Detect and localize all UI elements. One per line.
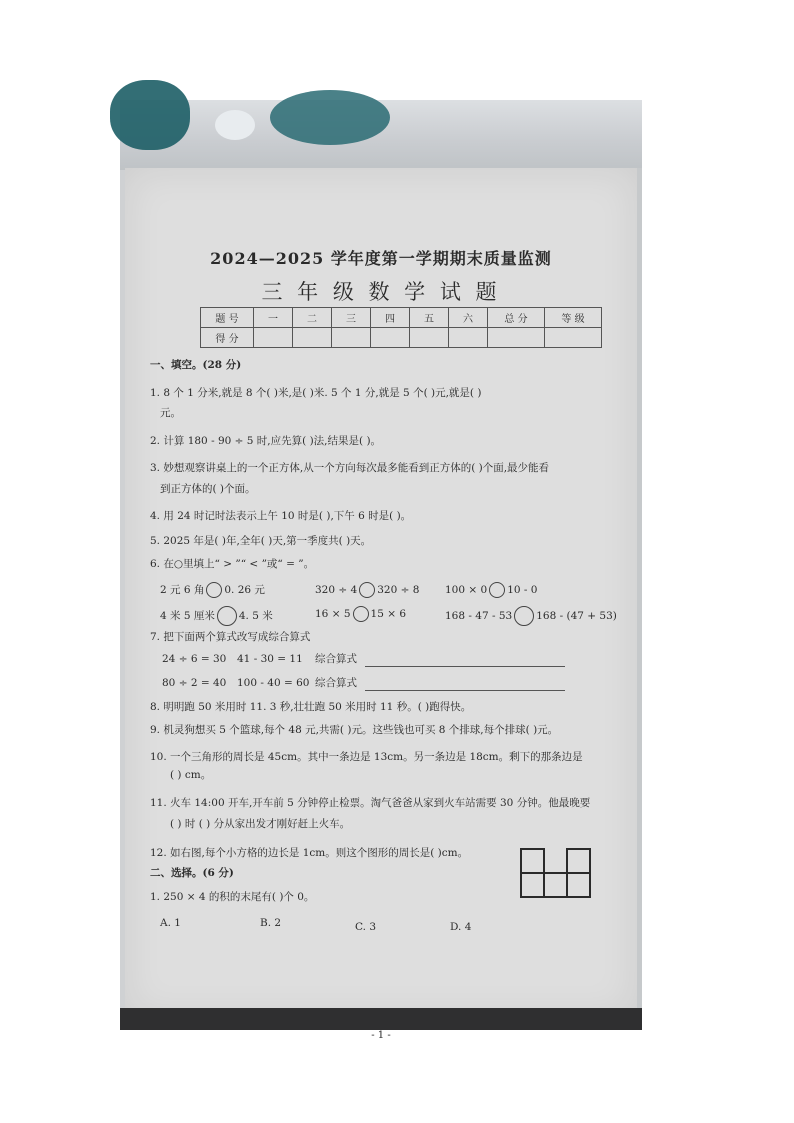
answer-circle[interactable]: [489, 582, 505, 598]
background-cloth: [120, 100, 642, 170]
table-cell: 三: [332, 308, 371, 328]
cloth-pattern: [270, 90, 390, 145]
expression: 16 × 5: [315, 608, 351, 620]
expression: 10 - 0: [507, 584, 538, 596]
compare-item: [315, 606, 406, 622]
score-table-header-row: [201, 308, 602, 328]
table-cell: [293, 328, 332, 348]
question-4: 4. 用 24 时记时法表示上午 10 时是( ),下午 6 时是( )。: [150, 510, 412, 522]
dark-background: [120, 1008, 642, 1030]
grid-figure: [520, 848, 592, 900]
choice-question-1: 1. 250 × 4 的积的末尾有( )个 0。: [150, 891, 315, 903]
table-cell: 总 分: [488, 308, 545, 328]
table-cell: [371, 328, 410, 348]
question-10: 10. 一个三角形的周长是 45cm。其中一条边是 13cm。另一条边是 18cm。剩下的那条边是: [150, 751, 583, 763]
table-cell: [488, 328, 545, 348]
expression: 168 - 47 - 53: [445, 610, 513, 622]
equation: 80 ÷ 2 = 40: [162, 677, 227, 689]
equation: 100 - 40 = 60: [237, 677, 310, 689]
compare-item: [445, 606, 617, 626]
question-5: 5. 2025 年是( )年,全年( )天,第一季度共( )天。: [150, 535, 372, 547]
compare-item: [445, 582, 537, 598]
compare-item: [160, 582, 265, 598]
question-12: 12. 如右图,每个小方格的边长是 1cm。则这个图形的周长是( )cm。: [150, 847, 469, 859]
expression: 4. 5 米: [238, 610, 273, 622]
expression: 15 × 6: [370, 608, 407, 620]
question-3: 3. 妙想观察讲桌上的一个正方体,从一个方向每次最多能看到正方体的( )个面,最少能看: [150, 462, 550, 474]
score-table: [200, 307, 602, 348]
cloth-pattern: [110, 80, 190, 150]
table-cell: 题 号: [201, 308, 254, 328]
combined-label: 综合算式: [315, 653, 357, 665]
question-1: 1. 8 个 1 分米,就是 8 个( )米,是( )米. 5 个 1 分,就是 5 个( )元,就是( ): [150, 387, 482, 399]
answer-line[interactable]: [365, 690, 565, 691]
answer-line[interactable]: [365, 666, 565, 667]
question-11-cont: ( ) 时 ( ) 分从家出发才刚好赶上火车。: [170, 818, 351, 830]
section-heading: 一、填空。(28 分): [150, 359, 242, 371]
exam-title: 2024—2025 学年度第一学期期末质量监测: [210, 249, 552, 268]
expression: 100 × 0: [445, 584, 488, 596]
expression: 2 元 6 角: [160, 584, 205, 596]
question-1-cont: 元。: [160, 407, 181, 419]
question-6: 6. 在○里填上“ > ”“ < ”或“ = ”。: [150, 558, 315, 570]
answer-circle[interactable]: [359, 582, 375, 598]
expression: 4 米 5 厘米: [160, 610, 215, 622]
table-cell: 四: [371, 308, 410, 328]
answer-circle[interactable]: [514, 606, 534, 626]
photo-frame: [120, 100, 642, 1041]
page-number: - 1 -: [371, 1030, 391, 1041]
table-cell: [449, 328, 488, 348]
choice-option[interactable]: D. 4: [450, 921, 472, 933]
answer-circle[interactable]: [206, 582, 222, 598]
expression: 168 - (47 + 53): [536, 610, 617, 622]
choice-option[interactable]: B. 2: [260, 917, 282, 929]
question-10-cont: ( ) cm。: [170, 769, 212, 781]
expression: 320 ÷ 4: [315, 584, 358, 596]
question-7: 7. 把下面两个算式改写成综合算式: [150, 631, 311, 643]
equation: 41 - 30 = 11: [237, 653, 303, 665]
score-table-score-row: [201, 328, 602, 348]
question-3-cont: 到正方体的( )个面。: [160, 483, 256, 495]
table-cell: 二: [293, 308, 332, 328]
question-9: 9. 机灵狗想买 5 个篮球,每个 48 元,共需( )元。这些钱也可买 8 个排球,每个排球( )元。: [150, 724, 559, 736]
table-cell: [410, 328, 449, 348]
table-cell: 等 级: [545, 308, 602, 328]
compare-item: [160, 606, 273, 626]
table-cell: 一: [254, 308, 293, 328]
compare-item: [315, 582, 419, 598]
exam-paper: [125, 168, 637, 1041]
question-2: 2. 计算 180 - 90 ÷ 5 时,应先算( )法,结果是( )。: [150, 435, 382, 447]
table-cell: 得 分: [201, 328, 254, 348]
expression: 0. 26 元: [224, 584, 265, 596]
table-cell: 六: [449, 308, 488, 328]
table-cell: [332, 328, 371, 348]
question-8: 8. 明明跑 50 米用时 11. 3 秒,壮壮跑 50 米用时 11 秒。( )跑得快。: [150, 701, 472, 713]
expression: 320 ÷ 8: [377, 584, 420, 596]
equation: 24 ÷ 6 = 30: [162, 653, 227, 665]
table-cell: [254, 328, 293, 348]
section-heading: 二、选择。(6 分): [150, 867, 234, 879]
answer-circle[interactable]: [353, 606, 369, 622]
table-cell: [545, 328, 602, 348]
question-11: 11. 火车 14:00 开车,开车前 5 分钟停止检票。淘气爸爸从家到火车站需要 30 分钟。他最晚要: [150, 797, 591, 809]
answer-circle[interactable]: [217, 606, 237, 626]
table-cell: 五: [410, 308, 449, 328]
combined-label: 综合算式: [315, 677, 357, 689]
exam-subtitle: 三 年 级 数 学 试 题: [261, 280, 501, 304]
cloth-pattern: [215, 110, 255, 140]
choice-option[interactable]: C. 3: [355, 921, 377, 933]
choice-option[interactable]: A. 1: [160, 917, 181, 929]
